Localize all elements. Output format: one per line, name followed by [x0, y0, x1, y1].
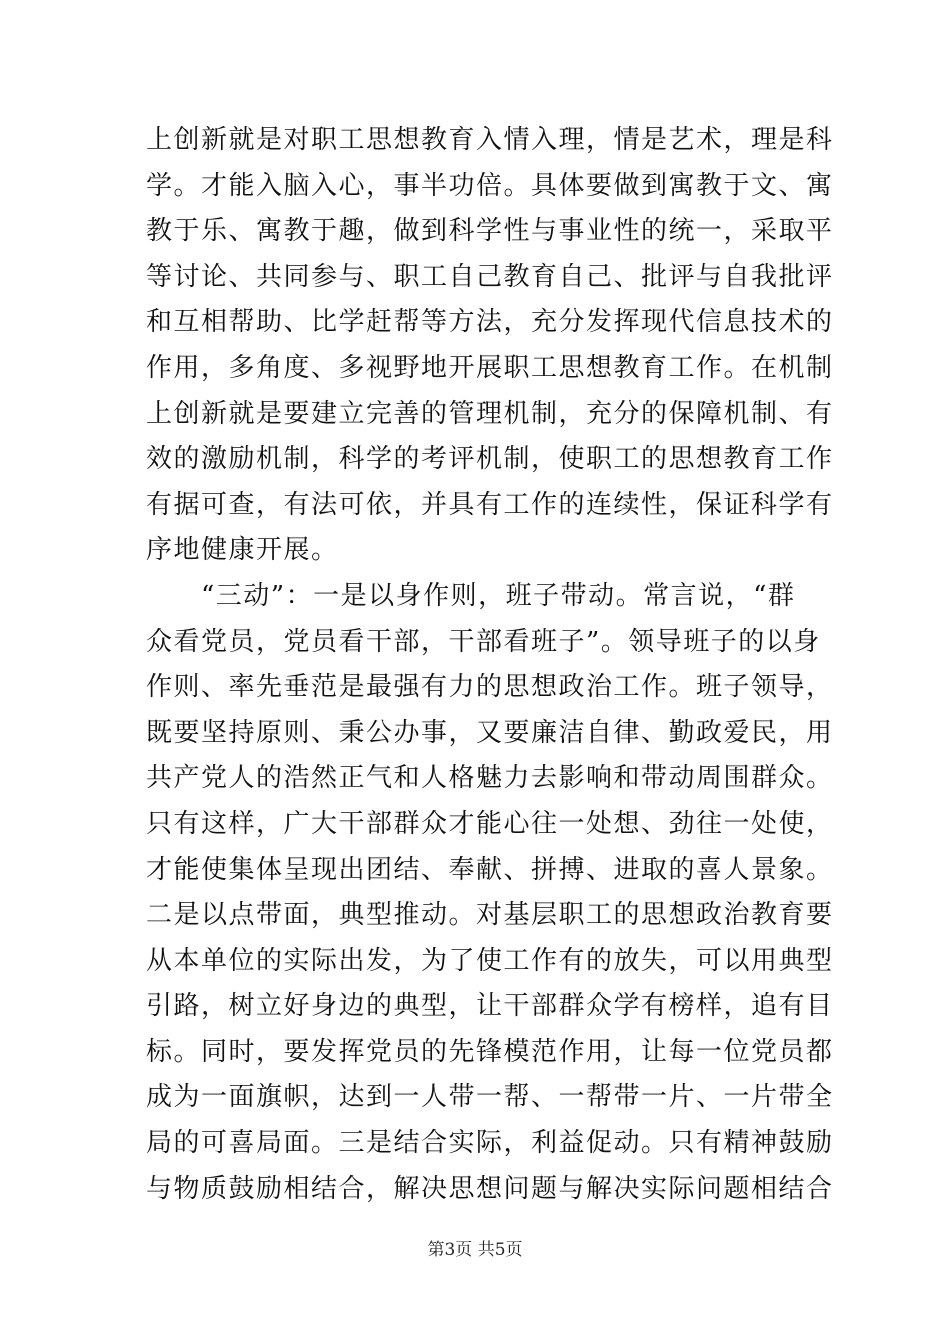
text-line: 标。同时，要发挥党员的先锋模范作用，让每一位党员都 [146, 1036, 834, 1067]
text-line: 教于乐、寓教于趣，做到科学性与事业性的统一，采取平 [146, 216, 834, 247]
text-line: 成为一面旗帜，达到一人带一帮、一帮带一片、一片带全 [146, 1082, 834, 1113]
text-line: 引路，树立好身边的典型，让干部群众学有榜样，追有目 [146, 991, 834, 1022]
text-line: 效的激励机制，科学的考评机制，使职工的思想教育工作 [146, 444, 834, 475]
text-line: 共产党人的浩然正气和人格魅力去影响和带动周围群众。 [146, 763, 834, 794]
text-line: 上创新就是对职工思想教育入情入理，情是艺术，理是科 [146, 125, 834, 155]
text-line: 局的可喜局面。三是结合实际，利益促动。只有精神鼓励 [146, 1128, 834, 1159]
text-line: 众看党员，党员看干部，干部看班子”。领导班子的以身 [146, 626, 821, 657]
page-number-footer: 第3页 共5页 [427, 1240, 523, 1260]
text-line: 学。才能入脑入心，事半功倍。具体要做到寓教于文、寓 [146, 170, 834, 201]
text-line: 作用，多角度、多视野地开展职工思想教育工作。在机制 [146, 352, 834, 383]
text-line: 从本单位的实际出发，为了使工作有的放失，可以用典型 [146, 945, 834, 976]
text-line: 和互相帮助、比学赶帮等方法，充分发挥现代信息技术的 [146, 307, 834, 338]
text-line: 既要坚持原则、秉公办事，又要廉洁自律、勤政爱民，用 [146, 717, 834, 748]
text-line: 只有这样，广大干部群众才能心往一处想、劲往一处使， [146, 808, 834, 839]
text-line: 等讨论、共同参与、职工自己教育自己、批评与自我批评 [146, 261, 834, 292]
text-line: 上创新就是要建立完善的管理机制，充分的保障机制、有 [146, 398, 834, 429]
text-line: 与物质鼓励相结合，解决思想问题与解决实际问题相结合 [146, 1173, 834, 1204]
text-line: 有据可查，有法可依，并具有工作的连续性，保证科学有 [146, 489, 834, 520]
body-text [146, 118, 834, 1212]
text-line: 序地健康开展。 [146, 535, 339, 566]
text-line: “三动”：一是以身作则，班子带动。常言说，“群 [146, 580, 796, 611]
text-line: 作则、率先垂范是最强有力的思想政治工作。班子领导， [146, 672, 834, 703]
text-line: 二是以点带面，典型推动。对基层职工的思想政治教育要 [146, 900, 834, 931]
text-line: 才能使集体呈现出团结、奉献、拼搏、进取的喜人景象。 [146, 854, 834, 885]
